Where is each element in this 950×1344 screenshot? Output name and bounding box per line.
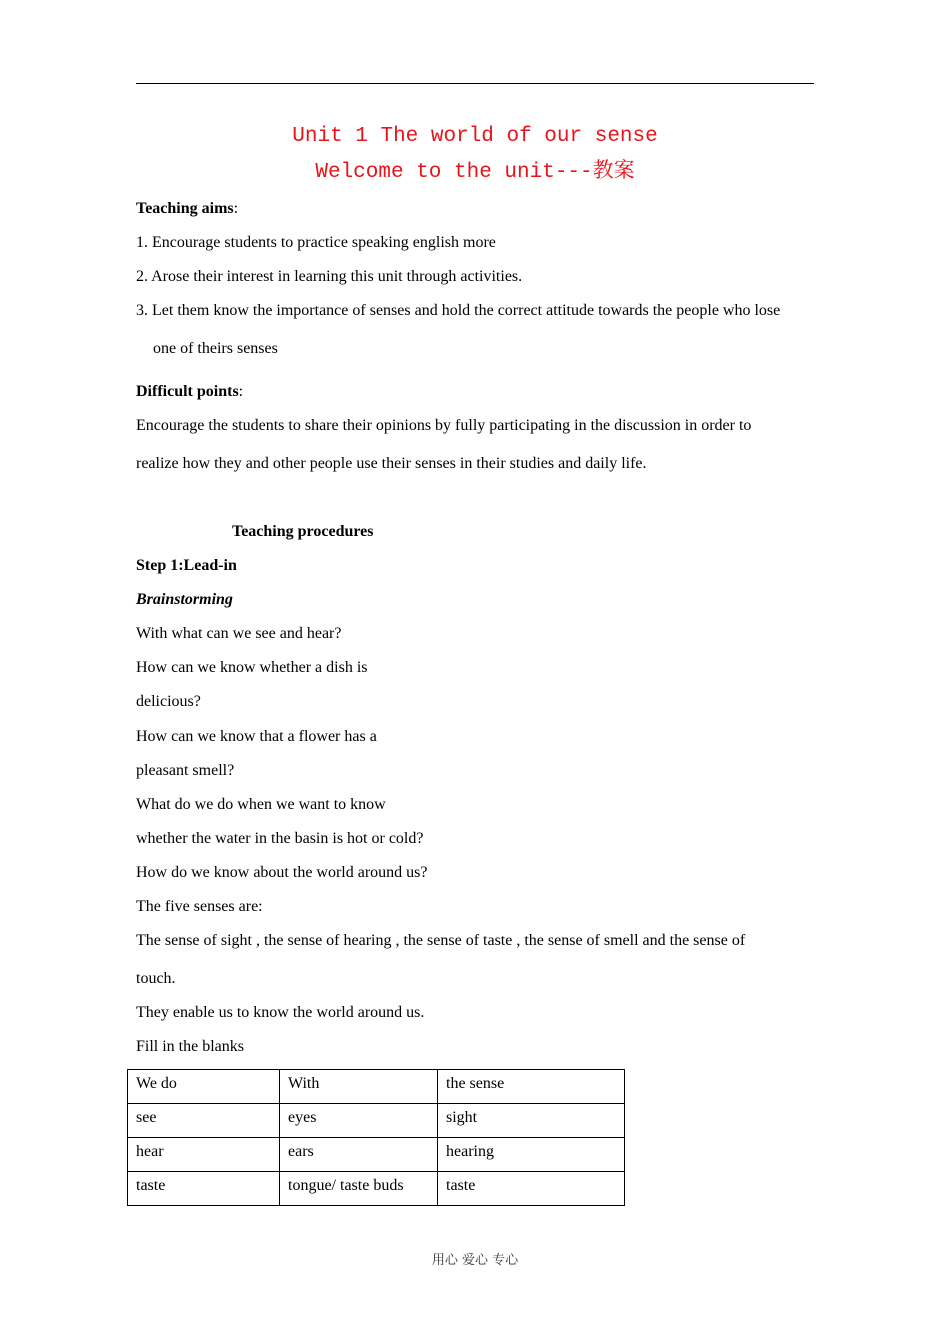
table-cell: hearing (438, 1138, 625, 1172)
teaching-aims-heading (136, 199, 238, 219)
procedure-line: pleasant smell? (136, 762, 235, 779)
procedure-line: With what can we see and hear? (136, 625, 342, 642)
table-row (128, 1138, 625, 1172)
table-cell: We do (128, 1070, 280, 1104)
table-cell: hear (128, 1138, 280, 1172)
page-footer: 用心 爱心 专心 (431, 1253, 519, 1268)
procedure-line: How can we know that a flower has a (136, 728, 377, 745)
difficult-points-label: Difficult points (136, 383, 239, 400)
table-cell: ears (280, 1138, 438, 1172)
brainstorming-heading: Brainstorming (136, 591, 233, 608)
table-cell: sight (438, 1104, 625, 1138)
aim-item: 1. Encourage students to practice speaking english more (136, 234, 496, 251)
table-cell: taste (438, 1172, 625, 1206)
table-row (128, 1172, 625, 1206)
difficult-points-text: Encourage the students to share their opinions by fully participating in the discussion in order to (136, 417, 752, 434)
difficult-points-colon: : (238, 383, 244, 400)
teaching-aims-label: Teaching aims (136, 200, 234, 217)
aim-item: 3. Let them know the importance of senses and hold the correct attitude towards the people who lose (136, 302, 781, 319)
procedures-heading: Teaching procedures (232, 523, 374, 540)
procedure-line: How can we know whether a dish is (136, 659, 368, 676)
aim-item-continuation: one of theirs senses (153, 340, 278, 357)
procedure-line: Fill in the blanks (136, 1038, 244, 1055)
table-cell: the sense (438, 1070, 625, 1104)
difficult-points-text: realize how they and other people use their senses in their studies and daily life. (136, 455, 647, 472)
procedure-line: The five senses are: (136, 898, 263, 915)
procedure-line: The sense of sight , the sense of hearing , the sense of taste , the sense of smell and the sense of (136, 932, 746, 949)
document-title: Unit 1 The world of our sense (292, 125, 658, 148)
procedure-line: How do we know about the world around us? (136, 864, 428, 881)
teaching-aims-colon: : (233, 200, 239, 217)
procedure-line: What do we do when we want to know (136, 796, 386, 813)
step1-heading: Step 1:Lead-in (136, 557, 237, 574)
procedure-line: whether the water in the basin is hot or cold? (136, 830, 424, 847)
table-row (128, 1104, 625, 1138)
table-cell: With (280, 1070, 438, 1104)
procedure-line: delicious? (136, 693, 201, 710)
table-row (128, 1070, 625, 1104)
document-subtitle: Welcome to the unit---教案 (315, 161, 635, 184)
header-rule (136, 83, 814, 84)
procedure-line: They enable us to know the world around us. (136, 1004, 425, 1021)
difficult-points-heading (136, 382, 243, 402)
senses-table (127, 1069, 625, 1206)
table-cell: eyes (280, 1104, 438, 1138)
table-cell: taste (128, 1172, 280, 1206)
table-cell: see (128, 1104, 280, 1138)
procedure-line: touch. (136, 970, 176, 987)
aim-item: 2. Arose their interest in learning this unit through activities. (136, 268, 523, 285)
table-cell: tongue/ taste buds (280, 1172, 438, 1206)
